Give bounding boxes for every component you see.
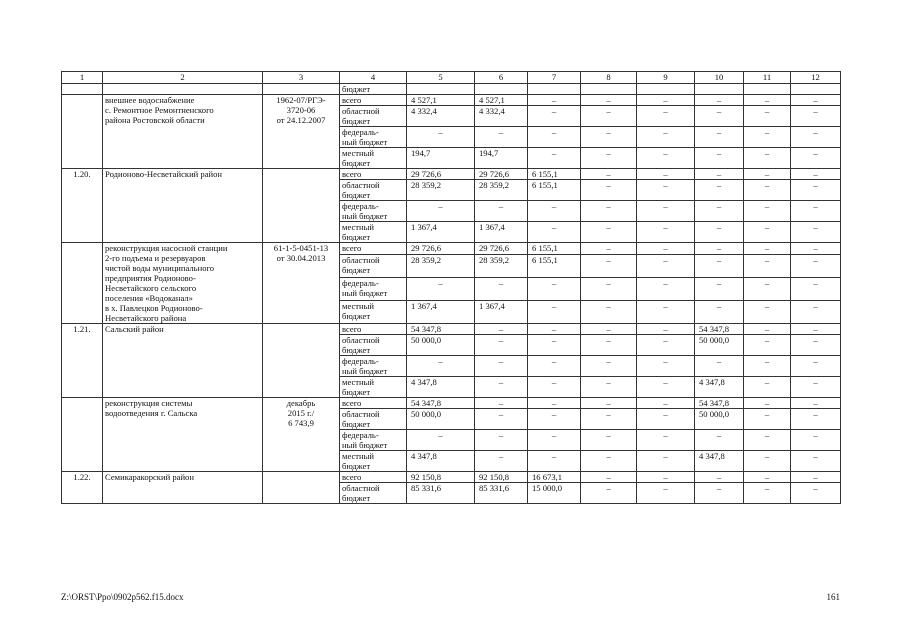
document-ref: декабрь 2015 г./ 6 743,9 xyxy=(263,398,340,472)
amount-cell: – xyxy=(637,398,695,409)
amount-cell: – xyxy=(581,255,637,278)
amount-cell: – xyxy=(744,95,791,106)
amount-cell: 29 726,6 xyxy=(475,169,528,180)
amount-cell: – xyxy=(475,278,528,301)
amount-cell: – xyxy=(744,472,791,483)
funding-source: областной бюджет xyxy=(340,180,407,201)
amount-cell: – xyxy=(744,201,791,222)
amount-cell: – xyxy=(791,180,841,201)
amount-cell: – xyxy=(581,95,637,106)
amount-cell: – xyxy=(791,222,841,243)
amount-cell: 50 000,0 xyxy=(695,335,744,356)
header-cell: 2 xyxy=(103,72,263,84)
amount-cell: – xyxy=(581,222,637,243)
amount-cell: – xyxy=(791,451,841,472)
table-row xyxy=(62,84,841,95)
amount-cell: 6 155,1 xyxy=(528,255,581,278)
item-name: Сальский район xyxy=(103,324,263,398)
item-name: Родионово-Несветайский район xyxy=(103,169,263,243)
amount-cell: 4 332,4 xyxy=(407,106,475,127)
amount-cell: – xyxy=(637,335,695,356)
amount-cell: 4 347,8 xyxy=(407,377,475,398)
amount-cell xyxy=(581,84,637,95)
amount-cell: – xyxy=(637,377,695,398)
amount-cell: 92 150,8 xyxy=(475,472,528,483)
amount-cell: – xyxy=(475,324,528,335)
amount-cell: – xyxy=(637,201,695,222)
item-number xyxy=(62,84,103,95)
amount-cell: – xyxy=(475,335,528,356)
amount-cell: – xyxy=(695,430,744,451)
budget-table xyxy=(61,71,841,504)
amount-cell: – xyxy=(528,451,581,472)
amount-cell: – xyxy=(475,356,528,377)
table-row xyxy=(62,243,841,255)
amount-cell: – xyxy=(637,169,695,180)
table-row xyxy=(62,472,841,483)
amount-cell: – xyxy=(791,106,841,127)
amount-cell: – xyxy=(791,278,841,301)
item-name: Семикаракорский район xyxy=(103,472,263,504)
funding-source: федераль- ный бюджет xyxy=(340,201,407,222)
amount-cell: 85 331,6 xyxy=(475,483,528,504)
table-row xyxy=(62,324,841,335)
amount-cell: – xyxy=(744,483,791,504)
amount-cell: – xyxy=(744,148,791,169)
amount-cell: – xyxy=(637,222,695,243)
amount-cell: – xyxy=(695,301,744,324)
amount-cell: 54 347,8 xyxy=(695,398,744,409)
funding-source: всего xyxy=(340,243,407,255)
amount-cell: – xyxy=(744,278,791,301)
amount-cell: – xyxy=(791,95,841,106)
amount-cell: – xyxy=(581,430,637,451)
amount-cell: – xyxy=(791,335,841,356)
item-number xyxy=(62,243,103,324)
amount-cell: – xyxy=(581,356,637,377)
header-cell: 5 xyxy=(407,72,475,84)
funding-source: всего xyxy=(340,324,407,335)
item-name xyxy=(103,84,263,95)
amount-cell: 50 000,0 xyxy=(407,409,475,430)
amount-cell: – xyxy=(744,335,791,356)
header-cell: 7 xyxy=(528,72,581,84)
amount-cell: – xyxy=(695,127,744,148)
amount-cell: – xyxy=(744,127,791,148)
amount-cell: 28 359,2 xyxy=(407,255,475,278)
amount-cell: – xyxy=(695,243,744,255)
amount-cell: – xyxy=(637,255,695,278)
amount-cell: – xyxy=(791,301,841,324)
amount-cell: – xyxy=(791,398,841,409)
funding-source: местный бюджет xyxy=(340,222,407,243)
amount-cell: – xyxy=(695,169,744,180)
amount-cell: – xyxy=(791,148,841,169)
amount-cell: – xyxy=(637,127,695,148)
amount-cell: 54 347,8 xyxy=(695,324,744,335)
amount-cell: – xyxy=(528,398,581,409)
amount-cell: – xyxy=(637,409,695,430)
funding-source: всего xyxy=(340,95,407,106)
header-cell: 12 xyxy=(791,72,841,84)
amount-cell: – xyxy=(744,222,791,243)
amount-cell: – xyxy=(791,201,841,222)
item-name: реконструкция насосной станции 2-го подъема и резервуаров чистой воды муниципального предприятия Родионово- Несветайского сельского поселения «Водоканал» в х. Павлецков Родионово- Несветайского района xyxy=(103,243,263,324)
amount-cell xyxy=(407,84,475,95)
amount-cell: – xyxy=(407,127,475,148)
table-row xyxy=(62,398,841,409)
amount-cell: – xyxy=(581,483,637,504)
funding-source: областной бюджет xyxy=(340,483,407,504)
funding-source: федераль- ный бюджет xyxy=(340,430,407,451)
amount-cell: – xyxy=(528,409,581,430)
amount-cell: – xyxy=(475,430,528,451)
amount-cell: – xyxy=(637,180,695,201)
amount-cell: 28 359,2 xyxy=(407,180,475,201)
amount-cell: 4 527,1 xyxy=(475,95,528,106)
header-cell: 4 xyxy=(340,72,407,84)
funding-source: федераль- ный бюджет xyxy=(340,127,407,148)
amount-cell: – xyxy=(407,430,475,451)
amount-cell: – xyxy=(791,324,841,335)
amount-cell: 194,7 xyxy=(475,148,528,169)
amount-cell: – xyxy=(791,169,841,180)
item-number: 1.20. xyxy=(62,169,103,243)
amount-cell: – xyxy=(528,278,581,301)
table-body xyxy=(62,72,841,504)
amount-cell: – xyxy=(407,356,475,377)
amount-cell: – xyxy=(528,127,581,148)
document-ref xyxy=(263,324,340,398)
header-cell: 11 xyxy=(744,72,791,84)
amount-cell: – xyxy=(475,451,528,472)
amount-cell: – xyxy=(744,243,791,255)
table-row xyxy=(62,169,841,180)
amount-cell: 54 347,8 xyxy=(407,324,475,335)
amount-cell: – xyxy=(528,148,581,169)
amount-cell: – xyxy=(791,472,841,483)
amount-cell: – xyxy=(791,127,841,148)
funding-source: федераль- ный бюджет xyxy=(340,356,407,377)
amount-cell: 15 000,0 xyxy=(528,483,581,504)
amount-cell: 28 359,2 xyxy=(475,255,528,278)
amount-cell: – xyxy=(637,243,695,255)
amount-cell: – xyxy=(528,335,581,356)
amount-cell: 85 331,6 xyxy=(407,483,475,504)
amount-cell: 4 347,8 xyxy=(407,451,475,472)
amount-cell: – xyxy=(637,278,695,301)
amount-cell: – xyxy=(475,201,528,222)
amount-cell: – xyxy=(695,472,744,483)
funding-source: областной бюджет xyxy=(340,409,407,430)
amount-cell: – xyxy=(791,409,841,430)
amount-cell: – xyxy=(791,483,841,504)
funding-source: областной бюджет xyxy=(340,335,407,356)
amount-cell: – xyxy=(637,148,695,169)
funding-source: местный бюджет xyxy=(340,148,407,169)
amount-cell: – xyxy=(695,180,744,201)
amount-cell: – xyxy=(581,180,637,201)
amount-cell xyxy=(791,84,841,95)
amount-cell: – xyxy=(695,483,744,504)
amount-cell: – xyxy=(695,222,744,243)
amount-cell: – xyxy=(581,127,637,148)
funding-source: местный бюджет xyxy=(340,377,407,398)
amount-cell: 92 150,8 xyxy=(407,472,475,483)
amount-cell: – xyxy=(637,472,695,483)
amount-cell: – xyxy=(581,106,637,127)
header-cell: 9 xyxy=(637,72,695,84)
amount-cell: – xyxy=(581,451,637,472)
amount-cell: – xyxy=(581,409,637,430)
amount-cell: – xyxy=(528,201,581,222)
amount-cell: – xyxy=(475,377,528,398)
amount-cell: – xyxy=(791,430,841,451)
amount-cell: – xyxy=(744,409,791,430)
amount-cell: – xyxy=(744,324,791,335)
amount-cell: – xyxy=(695,148,744,169)
document-ref xyxy=(263,169,340,243)
amount-cell: – xyxy=(695,106,744,127)
amount-cell xyxy=(637,84,695,95)
amount-cell: 54 347,8 xyxy=(407,398,475,409)
amount-cell: – xyxy=(695,356,744,377)
amount-cell xyxy=(695,84,744,95)
amount-cell: – xyxy=(581,301,637,324)
funding-source: местный бюджет xyxy=(340,301,407,324)
funding-source: всего xyxy=(340,398,407,409)
amount-cell: – xyxy=(528,222,581,243)
amount-cell: 4 347,8 xyxy=(695,377,744,398)
amount-cell: – xyxy=(407,278,475,301)
amount-cell: – xyxy=(695,95,744,106)
amount-cell: – xyxy=(695,201,744,222)
header-cell: 1 xyxy=(62,72,103,84)
amount-cell: – xyxy=(528,106,581,127)
amount-cell: 4 527,1 xyxy=(407,95,475,106)
amount-cell: – xyxy=(637,324,695,335)
amount-cell: – xyxy=(637,356,695,377)
amount-cell: – xyxy=(528,301,581,324)
amount-cell: – xyxy=(744,106,791,127)
amount-cell: – xyxy=(407,201,475,222)
amount-cell: – xyxy=(744,451,791,472)
amount-cell: 1 367,4 xyxy=(407,301,475,324)
amount-cell: – xyxy=(637,95,695,106)
header-cell: 10 xyxy=(695,72,744,84)
amount-cell: 194,7 xyxy=(407,148,475,169)
amount-cell: 29 726,6 xyxy=(407,243,475,255)
funding-source: бюджет xyxy=(340,84,407,95)
amount-cell: – xyxy=(475,409,528,430)
amount-cell: 4 347,8 xyxy=(695,451,744,472)
amount-cell: – xyxy=(581,335,637,356)
funding-source: всего xyxy=(340,472,407,483)
document-ref: 61-1-5-0451-13 от 30.04.2013 xyxy=(263,243,340,324)
amount-cell: – xyxy=(528,356,581,377)
item-name: внешнее водоснабжение с. Ремонтное Ремонтненского района Ростовской области xyxy=(103,95,263,169)
amount-cell: – xyxy=(581,148,637,169)
file-path: Z:\ORST\Ppo\0902p562.f15.docx xyxy=(61,592,184,602)
amount-cell: – xyxy=(791,243,841,255)
amount-cell: 4 332,4 xyxy=(475,106,528,127)
amount-cell: 1 367,4 xyxy=(475,222,528,243)
page-number: 161 xyxy=(826,592,840,602)
amount-cell: 1 367,4 xyxy=(475,301,528,324)
amount-cell: – xyxy=(637,451,695,472)
amount-cell: – xyxy=(637,106,695,127)
table-row xyxy=(62,95,841,106)
amount-cell: – xyxy=(791,377,841,398)
amount-cell: – xyxy=(581,472,637,483)
item-number xyxy=(62,398,103,472)
amount-cell: – xyxy=(581,201,637,222)
amount-cell: – xyxy=(528,430,581,451)
item-number xyxy=(62,95,103,169)
document-ref: 1962-07/РГЭ- 3720-06 от 24.12.2007 xyxy=(263,95,340,169)
funding-source: местный бюджет xyxy=(340,451,407,472)
amount-cell: – xyxy=(791,356,841,377)
amount-cell: – xyxy=(791,255,841,278)
amount-cell: – xyxy=(581,398,637,409)
amount-cell: 29 726,6 xyxy=(475,243,528,255)
header-cell: 3 xyxy=(263,72,340,84)
amount-cell: – xyxy=(744,398,791,409)
header-cell: 8 xyxy=(581,72,637,84)
funding-source: областной бюджет xyxy=(340,106,407,127)
amount-cell: – xyxy=(475,127,528,148)
amount-cell: – xyxy=(637,301,695,324)
item-number: 1.21. xyxy=(62,324,103,398)
amount-cell: – xyxy=(744,301,791,324)
amount-cell: – xyxy=(744,255,791,278)
amount-cell: – xyxy=(528,377,581,398)
header-cell: 6 xyxy=(475,72,528,84)
document-ref xyxy=(263,472,340,504)
amount-cell: – xyxy=(637,483,695,504)
amount-cell: – xyxy=(744,356,791,377)
item-number: 1.22. xyxy=(62,472,103,504)
amount-cell: – xyxy=(475,398,528,409)
funding-source: всего xyxy=(340,169,407,180)
item-name: реконструкция системы водоотведения г. Сальска xyxy=(103,398,263,472)
amount-cell: 16 673,1 xyxy=(528,472,581,483)
amount-cell: – xyxy=(581,377,637,398)
amount-cell: – xyxy=(744,377,791,398)
amount-cell: – xyxy=(581,169,637,180)
amount-cell: 28 359,2 xyxy=(475,180,528,201)
amount-cell: – xyxy=(528,95,581,106)
amount-cell xyxy=(475,84,528,95)
amount-cell: – xyxy=(744,169,791,180)
header-row xyxy=(62,72,841,84)
amount-cell: – xyxy=(581,243,637,255)
amount-cell xyxy=(744,84,791,95)
amount-cell: – xyxy=(695,278,744,301)
amount-cell: – xyxy=(744,430,791,451)
amount-cell: – xyxy=(581,324,637,335)
amount-cell: – xyxy=(695,255,744,278)
funding-source: федераль- ный бюджет xyxy=(340,278,407,301)
amount-cell: – xyxy=(528,324,581,335)
amount-cell: 6 155,1 xyxy=(528,180,581,201)
funding-source: областной бюджет xyxy=(340,255,407,278)
document-ref xyxy=(263,84,340,95)
amount-cell: 50 000,0 xyxy=(695,409,744,430)
amount-cell: 29 726,6 xyxy=(407,169,475,180)
amount-cell: 6 155,1 xyxy=(528,243,581,255)
amount-cell: – xyxy=(637,430,695,451)
amount-cell: 6 155,1 xyxy=(528,169,581,180)
amount-cell: 1 367,4 xyxy=(407,222,475,243)
amount-cell: – xyxy=(744,180,791,201)
amount-cell: – xyxy=(581,278,637,301)
amount-cell xyxy=(528,84,581,95)
amount-cell: 50 000,0 xyxy=(407,335,475,356)
